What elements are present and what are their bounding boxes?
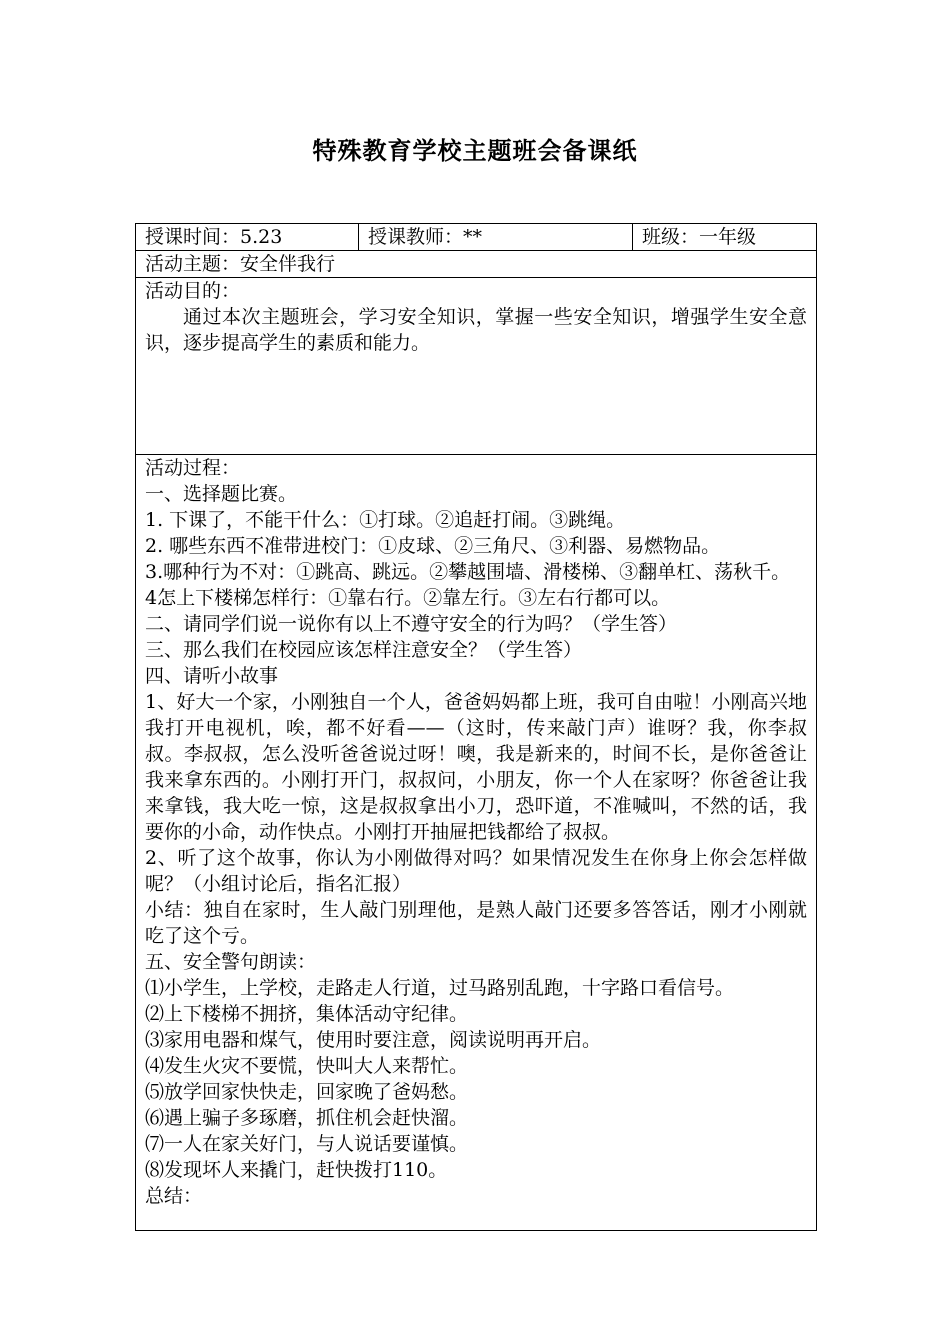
process-line: 4怎上下楼梯怎样行：①靠右行。②靠左行。③左右行都可以。 — [145, 587, 671, 609]
process-cell — [136, 455, 817, 1231]
process-line: 五、安全警句朗读： — [145, 951, 317, 973]
safety-slogan: ⑵上下楼梯不拥挤，集体活动守纪律。 — [145, 1003, 469, 1025]
teacher-cell — [359, 224, 633, 251]
class-cell — [633, 224, 817, 251]
lesson-time-cell — [136, 224, 359, 251]
safety-slogan: ⑷发生火灾不要慌，快叫大人来帮忙。 — [145, 1055, 469, 1077]
purpose-row — [136, 278, 817, 455]
process-line: 3.哪种行为不对：①跳高、跳远。②攀越围墙、滑楼梯、③翻单杠、荡秋千。 — [145, 561, 791, 583]
safety-slogan: ⑸放学回家快快走，回家晚了爸妈愁。 — [145, 1081, 469, 1103]
story-summary: 小结：独自在家时，生人敲门别理他，是熟人敲门还要多答答话，刚才小刚就吃了这个亏。 — [145, 899, 807, 947]
safety-slogan: ⑹遇上骗子多琢磨，抓住机会赶快溜。 — [145, 1107, 469, 1129]
process-label: 活动过程： — [145, 457, 241, 479]
process-row — [136, 455, 817, 1231]
lesson-time-value: 5.23 — [240, 226, 283, 248]
class-label: 班级： — [642, 226, 700, 248]
process-line: 1. 下课了，不能干什么：①打球。②追赶打闹。③跳绳。 — [145, 509, 626, 531]
safety-slogan: ⑴小学生，上学校，走路走人行道，过马路别乱跑，十字路口看信号。 — [145, 977, 735, 999]
discussion-paragraph: 2、听了这个故事，你认为小刚做得对吗？如果情况发生在你身上你会怎样做呢？（小组讨论后，指名汇报） — [145, 847, 807, 895]
process-line: 三、那么我们在校园应该怎样注意安全？（学生答） — [145, 639, 583, 661]
teacher-value: ** — [463, 226, 483, 248]
class-value: 一年级 — [699, 226, 757, 248]
story-paragraph: 1、好大一个家，小刚独自一个人，爸爸妈妈都上班，我可自由啦！小刚高兴地我打开电视机，唉，都不好看——（这时，传来敲门声）谁呀？我，你李叔叔。李叔叔，怎么没听爸爸说过呀！噢，我是新来的，时间不长，是你爸爸让我来拿东西的。小刚打开门，叔叔问，小朋友，你一个人在家呀？你爸爸让我来拿钱，我大吃一惊，这是叔叔拿出小刀，恐吓道，不准喊叫，不然的话，我要你的小命，动作快点。小刚打开抽屉把钱都给了叔叔。 — [145, 691, 807, 843]
process-line: 四、请听小故事 — [145, 665, 279, 687]
purpose-label: 活动目的： — [145, 280, 241, 302]
teacher-label: 授课教师： — [368, 226, 464, 248]
summary-label: 总结： — [145, 1185, 203, 1207]
safety-slogan: ⑶家用电器和煤气，使用时要注意，阅读说明再开启。 — [145, 1029, 602, 1051]
lesson-time-label: 授课时间： — [145, 226, 241, 248]
process-line: 二、请同学们说一说你有以上不遵守安全的行为吗？（学生答） — [145, 613, 678, 635]
theme-cell — [136, 251, 817, 278]
process-line: 2. 哪些东西不准带进校门：①皮球、②三角尺、③利器、易燃物品。 — [145, 535, 721, 557]
purpose-text: 通过本次主题班会，学习安全知识，掌握一些安全知识，增强学生安全意识，逐步提高学生的素质和能力。 — [145, 306, 807, 354]
header-row — [136, 224, 817, 251]
safety-slogan: ⑻发现坏人来撬门，赶快拨打110。 — [145, 1159, 448, 1181]
theme-row — [136, 251, 817, 278]
process-line: 一、选择题比赛。 — [145, 483, 298, 505]
theme-label: 活动主题： — [145, 253, 241, 275]
purpose-cell — [136, 278, 817, 455]
theme-value: 安全伴我行 — [240, 253, 336, 275]
safety-slogan: ⑺一人在家关好门，与人说话要谨慎。 — [145, 1133, 469, 1155]
page-title: 特殊教育学校主题班会备课纸 — [312, 137, 638, 165]
lesson-plan-table — [135, 223, 817, 1231]
